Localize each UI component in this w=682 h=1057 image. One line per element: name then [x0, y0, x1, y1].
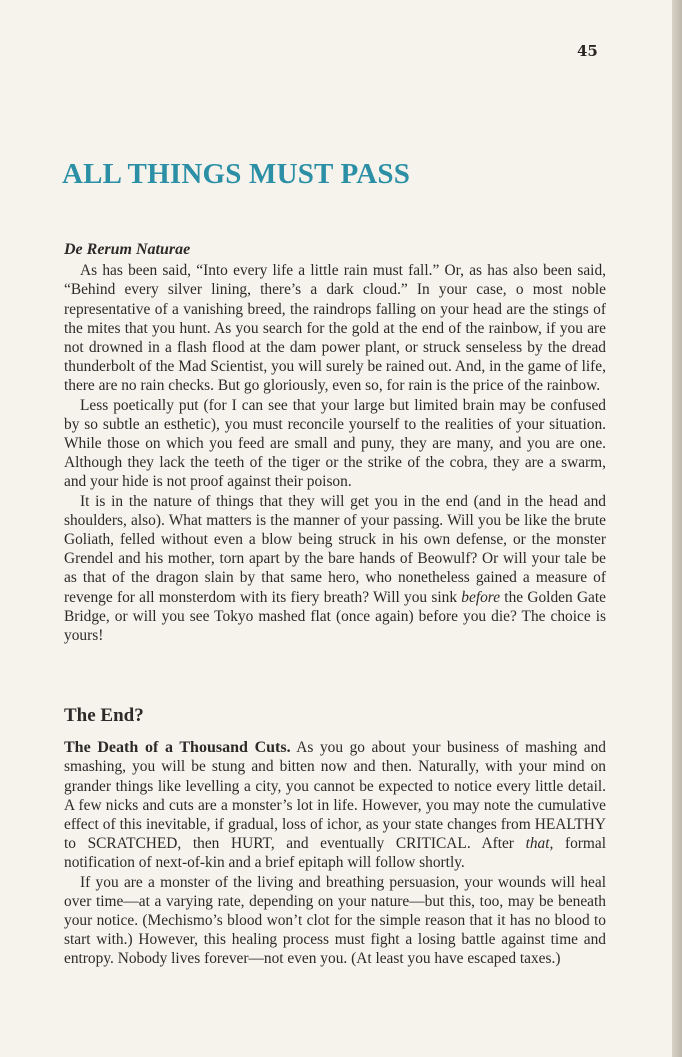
- paragraph: [64, 492, 606, 646]
- paragraph: [64, 738, 606, 872]
- emphasis-text: before: [461, 588, 501, 606]
- paragraph-text: the Golden Gate Bridge, or will you see Tokyo mashed flat (once again) before you die? The choice is yours!: [64, 588, 606, 645]
- paragraph-text: formal notification of next-of-kin and a brief epitaph will follow shortly.: [64, 835, 607, 872]
- paragraph-text: It is in the nature of things that they will get you in the end (and in the head and shoulders, also). What matters is the manner of your passing. Will you be like the brute Goliath, felled without even a blow being struck in his own defense, or the monster Grendel and his mother, torn apart by the bare hands of Beowulf? Or will your tale be as that of the dragon slain by that same hero, who nonetheless gained a measure of revenge for all monsterdom with its fiery breath? Will you sink: [64, 492, 606, 606]
- chapter-title: ALL THINGS MUST PASS: [62, 158, 411, 190]
- section-heading-de-rerum-naturae: De Rerum Naturae: [64, 241, 191, 258]
- runin-heading: The Death of a Thousand Cuts.: [64, 739, 291, 757]
- section-de-rerum-naturae: [64, 240, 606, 645]
- emphasis-text: that,: [525, 835, 554, 853]
- paragraph: As has been said, “Into every life a little rain must fall.” Or, as has also been said, “Behind every silver lining, there’s a dark cloud.” In your case, o most noble representative of a vanishing breed, the raindrops falling on your head are the stings of the mites that you hunt. As you search for the gold at the end of the rainbow, if you are not drowned in a flash flood at the dam power plant, or struck senseless by the dread thunderbolt of the Mad Scientist, you will surely be rained out. And, in the game of life, there are no rain checks. But go gloriously, even so, for rain is the price of the rainbow.: [64, 262, 606, 395]
- paragraph: If you are a monster of the living and breathing persuasion, your wounds will heal over time—at a varying rate, depending on your nature—but this, too, may be beneath your notice. (Mechismo’s blood won’t clot for the simple reason that it has no blood to start with.) However, this healing process must fight a losing battle against time and entropy. Nobody lives forever—not even you. (At least you have escaped taxes.): [64, 873, 606, 968]
- paragraph-text: As you go about your business of mashing and smashing, you will be stung and bitten now and then. Naturally, with your mind on grander things like levelling a city, you cannot be expected to notice every little detail. A few nicks and cuts are a monster’s lot in life. However, you may note the cumulative effect of this inevitable, if gradual, loss of ichor, as your state changes from HEALTHY to SCRATCHED, then HURT, and eventually CRITICAL. After: [64, 739, 607, 853]
- section-heading-the-end: The End?: [64, 705, 144, 726]
- paragraph: Less poetically put (for I can see that your large but limited brain may be confused by so subtle an esthetic), you must reconcile yourself to the realities of your situation. While those on which you feed are small and puny, they are many, and you are one. Although they lack the teeth of the tiger or the strike of the cobra, they are a swarm, and your hide is not proof against their poison.: [64, 396, 606, 491]
- section-the-end: [64, 706, 606, 969]
- page-number: 45: [577, 42, 598, 60]
- page-edge: [672, 0, 682, 1057]
